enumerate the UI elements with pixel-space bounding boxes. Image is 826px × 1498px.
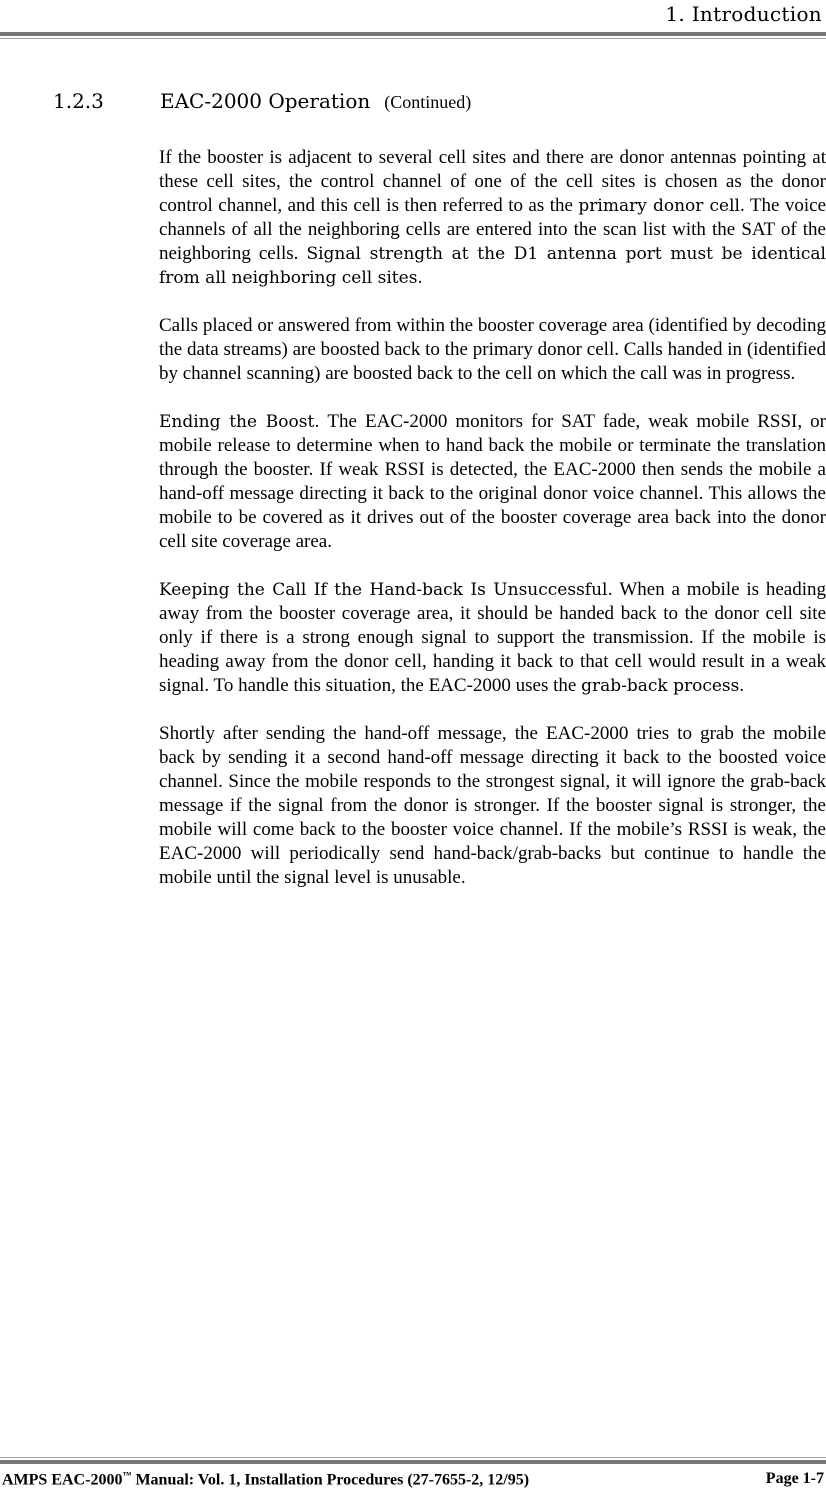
paragraph-1-text-b: . The voice channels of all the neighboring cells are entered into the scan list with the SAT of the neighboring cells. [159,195,826,264]
page-number: Page 1-7 [765,1470,824,1487]
continued-label: (Continued) [384,92,472,112]
footer-rule-thin [0,1457,826,1458]
paragraph-4-end: . [739,675,745,696]
keeping-the-call-heading: Keeping the Call If the Hand-back Is Unsuccessful. [159,580,613,600]
ending-the-boost-heading: Ending the Boost. [159,412,320,432]
term-primary-donor-cell: primary donor cell [578,196,740,216]
paragraph-3-text: The EAC-2000 monitors for SAT fade, weak mobile RSSI, or mobile release to determine when to hand back the mobile or terminate the translation through the booster. If weak RSSI is detected, the EAC-2000 then sends the mobile a hand-off message directing it back to the original donor voice channel. This allows the mobile to be covered as it drives out of the booster coverage area back into the donor cell site coverage area. [159,411,826,552]
paragraph-1-text-a: If the booster is adjacent to several cell sites and there are donor antennas pointing at these cell sites, the control channel of one of the cell sites is chosen as the donor control channel, and this cell is then referred to as the [159,147,826,216]
paragraph-3 [159,410,826,554]
trademark-mark: ™ [122,1470,132,1480]
section-number: 1.2.3 [53,89,104,113]
header-rule [0,32,826,36]
manual-title-suffix: Manual: Vol. 1, Installation Procedures (27-7655-2, 12/95) [131,1471,530,1489]
paragraph-2: Calls placed or answered from within the booster coverage area (identified by decoding the data streams) are boosted back to the primary donor cell. Calls handed in (identified by channel scanning) are boosted back to the cell on which the call was in progress. [159,315,826,384]
paragraph-1 [159,146,826,290]
header-rule-thin [0,38,826,39]
term-grab-back-process: grab-back process [581,676,740,696]
manual-title-prefix: AMPS EAC-2000 [2,1471,123,1489]
chapter-header: 1. Introduction [665,2,822,26]
footer-rule [0,1460,826,1464]
manual-title [2,1470,529,1489]
body-text [159,146,826,914]
paragraph-4 [159,578,826,698]
signal-strength-note: Signal strength at the D1 antenna port must be identical from all neighboring cell sites. [159,244,826,288]
section-title: EAC-2000 Operation [160,89,371,113]
paragraph-5: Shortly after sending the hand-off message, the EAC-2000 tries to grab the mobile back by sending it a second hand-off message directing it back to the boosted voice channel. Since the mobile responds to the strongest signal, it will ignore the grab-back message if the signal from the donor is stronger. If the booster signal is stronger, the mobile will come back to the booster voice channel. If the mobile’s RSSI is weak, the EAC-2000 will periodically send hand-back/grab-backs but continue to handle the mobile until the signal level is unusable. [159,723,826,888]
section-heading [53,89,471,114]
page-footer [2,1470,824,1489]
paragraph-4-text: When a mobile is heading away from the booster coverage area, it should be handed back to the donor cell site only if there is a strong enough signal to support the transmission. If the mobile is heading away from the donor cell, handing it back to that cell would result in a weak signal. To handle this situation, the EAC-2000 uses the [159,579,826,696]
